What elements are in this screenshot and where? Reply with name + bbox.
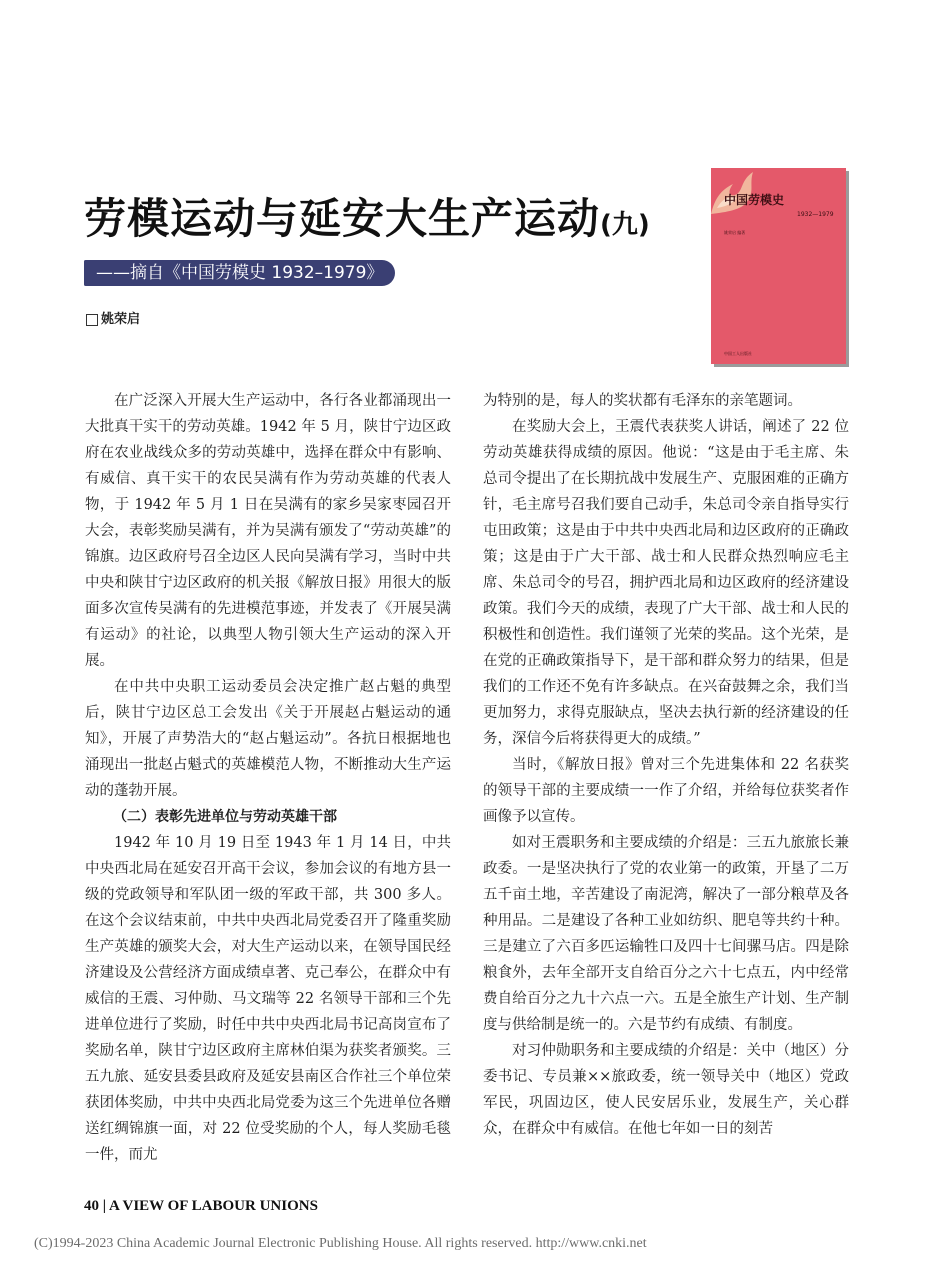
paragraph: 在中共中央职工运动委员会决定推广赵占魁的典型后，陕甘宁边区总工会发出《关于开展赵占魁运动的通知》，开展了声势浩大的“赵占魁运动”。各抗日根据地也涌现出一批赵占魁式的英雄模范人物，不断推动大生产运动的蓬勃开展。 <box>85 679 451 799</box>
left-column <box>85 388 451 1168</box>
magazine-name: A VIEW OF LABOUR UNIONS <box>109 1198 318 1214</box>
author-name: 姚荣启 <box>101 312 141 327</box>
byline-box-icon <box>86 314 98 326</box>
book-cover-image <box>711 168 846 364</box>
paragraph: 在奖励大会上，王震代表获奖人讲话，阐述了 22 位劳动英雄获得成绩的原因。他说：“这是由于毛主席、朱总司令提出了在长期抗战中发展生产、克服困难的正确方针，毛主席号召我们要自己动手，朱总司令亲自指导实行屯田政策；这是由于中共中央西北局和边区政府的正确政策；这是由于广大干部、战士和人民群众热烈响应毛主席、朱总司令的号召，拥护西北局和边区政府的经济建设政策。我们今天的成绩，表现了广大干部、战士和人民的积极性和创造性。我们谨领了光荣的奖品。这个光荣，是在党的正确政策指导下，是干部和群众努力的结果，但是我们的工作还不免有许多缺点。在兴奋鼓舞之余，我们当更加努力，求得克服缺点，坚决去执行新的经济建设的任务，深信今后将获得更大的成绩。” <box>483 419 849 747</box>
author-byline <box>86 311 140 329</box>
footer-separator: | <box>102 1198 107 1214</box>
paragraph: 对习仲勋职务和主要成绩的介绍是：关中（地区）分委书记、专员兼××旅政委，统一领导关中（地区）党政军民，巩固边区，使人民安居乐业，发展生产，关心群众，在群众中有威信。在他七年如一日的刻苦 <box>483 1043 849 1137</box>
right-column <box>483 388 849 1142</box>
paragraph-continuation: 为特别的是，每人的奖状都有毛泽东的亲笔题词。 <box>483 393 802 409</box>
article-subtitle: ——摘自《中国劳模史 1932–1979》 <box>84 260 395 286</box>
article-title-part: (九) <box>600 210 650 240</box>
article-title-main: 劳模运动与延安大生产运动 <box>84 194 601 243</box>
copyright-notice: (C)1994-2023 China Academic Journal Electronic Publishing House. All rights reserved. http://www.cnki.net <box>34 1236 647 1251</box>
book-cover-years: 1932—1979 <box>797 211 834 218</box>
page-number: 40 <box>84 1198 99 1214</box>
paragraph: 当时，《解放日报》曾对三个先进集体和 22 名获奖的领导干部的主要成绩一一作了介绍，并给每位获奖者作画像予以宣传。 <box>483 757 849 825</box>
paragraph: 在广泛深入开展大生产运动中，各行各业都涌现出一大批真干实干的劳动英雄。1942 年 5 月，陕甘宁边区政府在农业战线众多的劳动英雄中，选择在群众中有影响、有威信、真干实干的农民吴满有作为劳动英雄的代表人物，于 1942 年 5 月 1 日在吴满有的家乡吴家枣园召开大会，表彰奖励吴满有，并为吴满有颁发了“劳动英雄”的锦旗。边区政府号召全边区人民向吴满有学习，当时中共中央和陕甘宁边区政府的机关报《解放日报》用很大的版面多次宣传吴满有的先进模范事迹，并发表了《开展吴满有运动》的社论，以典型人物引领大生产运动的深入开展。 <box>85 393 451 669</box>
book-cover-publisher: 中国工人出版社 <box>724 351 752 356</box>
section-heading: （二）表彰先进单位与劳动英雄干部 <box>113 809 337 825</box>
book-cover-title: 中国劳模史 <box>724 193 785 207</box>
page-footer <box>84 1198 318 1215</box>
paragraph: 1942 年 10 月 19 日至 1943 年 1 月 14 日，中共中央西北局在延安召开高干会议，参加会议的有地方县一级的党政领导和军队团一级的军政干部，共 300 多人。在这个会议结束前，中共中央西北局党委召开了隆重奖励生产英雄的颁奖大会，对大生产运动以来，在领导国民经济建设及公营经济方面成绩卓著、克己奉公，在群众中有威信的王震、习仲勋、马文瑞等 22 名领导干部和三个先进单位进行了奖励，时任中共中央西北局书记高岗宣布了奖励名单，陕甘宁边区政府主席林伯渠为获奖者颁奖。三五九旅、延安县委县政府及延安县南区合作社三个单位荣获团体奖励，中共中央西北局党委为这三个先进单位各赠送红绸锦旗一面，对 22 位受奖励的个人，每人奖励毛毯一件，而尤 <box>85 835 451 1163</box>
article-title <box>84 192 704 252</box>
book-cover-author: 姚荣启 编著 <box>724 230 746 235</box>
paragraph: 如对王震职务和主要成绩的介绍是：三五九旅旅长兼政委。一是坚决执行了党的农业第一的政策，开垦了二万五千亩土地，辛苦建设了南泥湾，解决了一部分粮草及各种用品。二是建设了各种工业如纺织、肥皂等共约十种。三是建立了六百多匹运输牲口及四十七间骡马店。四是除粮食外，去年全部开支自给百分之六十七点五，内中经常费自给百分之九十六点一六。五是全旅生产计划、生产制度与供给制是统一的。六是节约有成绩、有制度。 <box>483 835 849 1033</box>
